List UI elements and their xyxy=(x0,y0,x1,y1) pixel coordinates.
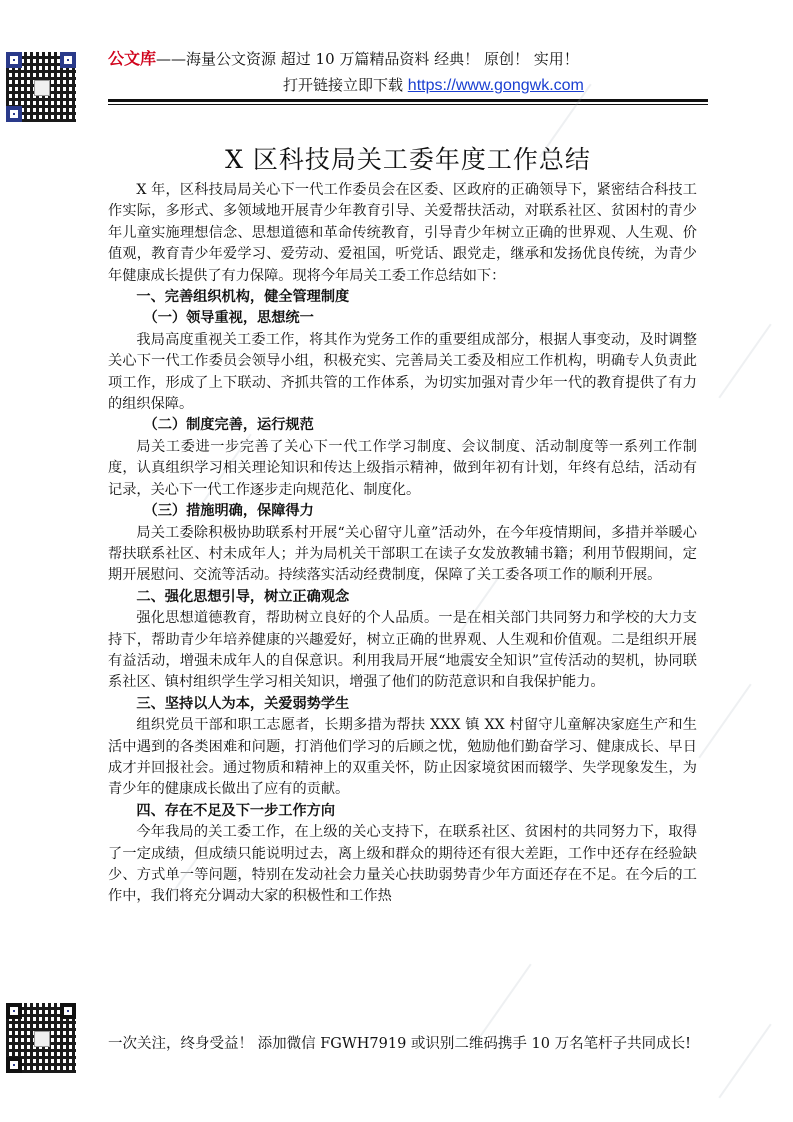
document-body xyxy=(108,180,697,908)
body-paragraph: 强化思想道德教育，帮助树立良好的个人品质。一是在相关部门共同努力和学校的大力支持下，帮助青少年培养健康的兴趣爱好，树立正确的世界观、人生观和价值观。二是组织开展有益活动，增强未成年人的自保意识。利用我局开展“地震安全知识”宣传活动的契机，协同联系社区、镇村组织学生学习相关知识，增强了他们的防范意识和自我保护能力。 xyxy=(108,610,697,691)
document-title: X 区科技局关工委年度工作总结 xyxy=(225,145,591,174)
subsection-heading: （一）领导重视，思想统一 xyxy=(143,310,314,327)
banner-tagline: ——海量公文资源 超过 10 万篇精品资料 经典！ 原创！ 实用！ xyxy=(156,50,579,68)
page-header xyxy=(108,46,708,99)
subsection-heading: （三）措施明确，保障得力 xyxy=(143,503,314,520)
body-paragraph: 局关工委进一步完善了关心下一代工作学习制度、会议制度、活动制度等一系列工作制度，认真组织学习相关理论知识和传达上级指示精神，做到年初有计划，年终有总结，活动有记录，关心下一代工作逐步走向规范化、制度化。 xyxy=(108,438,697,498)
header-rule-thick xyxy=(108,99,708,102)
watermark-mark xyxy=(718,1024,771,1099)
brand-name: 公文库 xyxy=(108,49,157,68)
watermark-mark xyxy=(698,684,751,759)
banner-line xyxy=(108,46,708,72)
section-heading: 一、完善组织机构，健全管理制度 xyxy=(136,289,350,306)
qr-finder xyxy=(6,106,22,122)
qr-code-top xyxy=(6,52,76,122)
section-heading: 四、存在不足及下一步工作方向 xyxy=(136,802,336,819)
footer-text: 一次关注，终身受益！ 添加微信 FGWH7919 或识别二维码携手 10 万名笔杆子共同成长! xyxy=(108,1036,691,1052)
qr-code-bottom xyxy=(6,1003,76,1073)
body-paragraph: X 年，区科技局局关心下一代工作委员会在区委、区政府的正确领导下，紧密结合科技工作实际，多形式、多领域地开展青少年教育引导、关爱帮扶活动，对联系社区、贫困村的青少年儿童实施理想信念、思想道德和革命传统教育，引导青少年树立正确的世界观、人生观、价值观，教育青少年爱学习、爱劳动、爱祖国，听党话、跟党走，继承和发扬优良传统，为青少年健康成长提供了有力保障。现将今年局关工委工作总结如下： xyxy=(108,182,697,284)
qr-finder xyxy=(6,52,22,68)
body-paragraph: 局关工委除积极协助联系村开展“关心留守儿童”活动外，在今年疫情期间，多措并举暖心帮扶联系社区、村未成年人；并为局机关干部职工在读子女发放教辅书籍；利用节假期间，定期开展慰问、交流等活动。持续落实活动经费制度，保障了关工委各项工作的顺利开展。 xyxy=(108,524,697,584)
download-line xyxy=(283,72,708,99)
header-rule-thin xyxy=(108,104,708,105)
body-paragraph: 今年我局的关工委工作，在上级的关心支持下，在联系社区、贫困村的共同努力下，取得了一定成绩，但成绩只能说明过去，离上级和群众的期待还有很大差距，工作中还存在经验缺少、方式单一等问题，特别在发动社会力量关心扶助弱势青少年方面还存在不足。在今后的工作中，我们将充分调动大家的积极性和工作热 xyxy=(108,824,697,905)
section-heading: 二、强化思想引导，树立正确观念 xyxy=(136,588,350,605)
body-paragraph: 我局高度重视关工委工作，将其作为党务工作的重要组成部分，根据人事变动，及时调整关心下一代工作委员会领导小组，积极充实、完善局关工委及相应工作机构，明确专人负责此项工作，形成了上下联动、齐抓共管的工作体系，为切实加强对青少年一代的教育提供了有力的组织保障。 xyxy=(108,331,697,413)
qr-finder xyxy=(6,1057,22,1073)
website-link[interactable]: https://www.gongwk.com xyxy=(407,77,584,94)
subsection-heading: （二）制度完善，运行规范 xyxy=(143,417,314,434)
body-paragraph: 组织党员干部和职工志愿者，长期多措为帮扶 XXX 镇 XX 村留守儿童解决家庭生产和生活中遇到的各类困难和问题，打消他们学习的后顾之忧，勉励他们勤奋学习、健康成长、早日成才并回报社会。通过物质和精神上的双重关怀，防止因家境贫困而辍学、失学现象发生，为青少年的健康成长做出了应有的贡献。 xyxy=(108,717,697,798)
qr-finder xyxy=(6,1003,22,1019)
qr-finder xyxy=(60,52,76,68)
qr-logo-icon xyxy=(34,1031,50,1047)
watermark-mark xyxy=(718,324,771,399)
qr-finder xyxy=(60,1003,76,1019)
watermark-mark xyxy=(478,964,531,1039)
download-label: 打开链接立即下载 xyxy=(283,76,404,94)
section-heading: 三、坚持以人为本，关爱弱势学生 xyxy=(136,695,350,712)
qr-logo-icon xyxy=(34,80,50,96)
